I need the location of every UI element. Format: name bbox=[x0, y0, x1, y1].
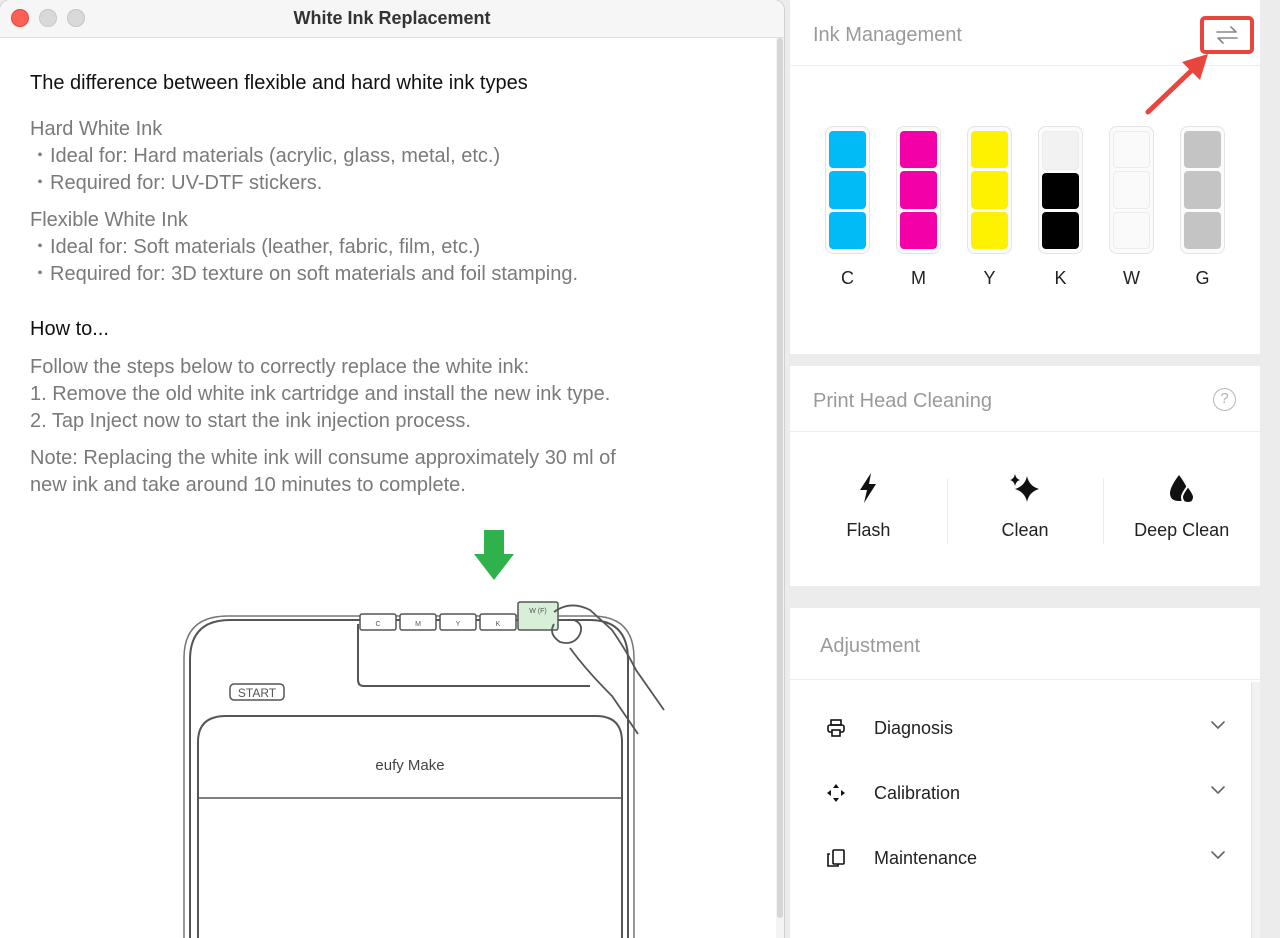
clean-label: Clean bbox=[1001, 520, 1049, 540]
ink-types-heading: The difference between flexible and hard white ink types bbox=[30, 72, 528, 94]
ink-level-indicator bbox=[1109, 126, 1154, 254]
ink-tank-label: M bbox=[911, 268, 926, 288]
ink-segment bbox=[1042, 131, 1079, 170]
cartridge-label-w: W (F) bbox=[529, 608, 547, 615]
ink-level-indicator bbox=[896, 126, 941, 254]
printer-icon bbox=[826, 718, 846, 738]
ink-tank-label: K bbox=[1054, 268, 1067, 288]
cleaning-actions bbox=[790, 432, 1260, 586]
ink-segment bbox=[1042, 212, 1079, 249]
brand-label: eufy Make bbox=[375, 757, 445, 774]
hard-ink-title: Hard White Ink bbox=[30, 118, 163, 140]
annotation-arrow-icon bbox=[1140, 50, 1220, 120]
adjustment-title: Adjustment bbox=[820, 635, 921, 657]
ink-tank-w bbox=[1109, 126, 1154, 289]
cartridge-slots bbox=[360, 602, 558, 630]
note-line-2: new ink and take around 10 minutes to complete. bbox=[30, 474, 466, 496]
lightning-icon bbox=[856, 472, 880, 504]
ink-segment bbox=[1042, 173, 1079, 210]
howto-heading: How to... bbox=[30, 318, 109, 340]
ink-tank-k bbox=[1038, 126, 1083, 289]
ink-segment bbox=[971, 171, 1008, 208]
diagnosis-row[interactable] bbox=[790, 708, 1260, 748]
step-1: 1. Remove the old white ink cartridge and install the new ink type. bbox=[30, 383, 611, 405]
ink-tank-label: W bbox=[1123, 268, 1140, 288]
deep-clean-button[interactable] bbox=[1103, 432, 1260, 586]
print-head-cleaning-title: Print Head Cleaning bbox=[813, 390, 992, 412]
dialog-titlebar bbox=[0, 0, 784, 38]
note-line-1: Note: Replacing the white ink will consume approximately 30 ml of bbox=[30, 447, 616, 469]
ink-segment bbox=[900, 131, 937, 168]
maintenance-row[interactable] bbox=[790, 838, 1260, 878]
chevron-down-icon[interactable] bbox=[1210, 785, 1226, 795]
ink-tank-g bbox=[1180, 126, 1225, 289]
cartridge-label-c: C bbox=[375, 621, 381, 628]
window-edge bbox=[1260, 0, 1280, 938]
hard-ink-line1: ・Ideal for: Hard materials (acrylic, glass, metal, etc.) bbox=[30, 145, 501, 167]
ink-segment bbox=[971, 131, 1008, 168]
ink-segment bbox=[1113, 212, 1150, 249]
diagnosis-label: Diagnosis bbox=[874, 718, 954, 738]
chevron-down-icon[interactable] bbox=[1210, 720, 1226, 730]
ink-drops-icon bbox=[1167, 472, 1197, 504]
ink-segment bbox=[829, 171, 866, 208]
cartridge-label-m: M bbox=[415, 621, 421, 628]
dialog-scrollbar[interactable] bbox=[776, 38, 784, 938]
copy-pages-icon bbox=[826, 848, 846, 868]
move-arrows-icon bbox=[826, 783, 846, 803]
dialog-content bbox=[30, 70, 730, 499]
ink-tank-m bbox=[896, 126, 941, 289]
ink-tank-y bbox=[967, 126, 1012, 289]
ink-tank-label: C bbox=[841, 268, 854, 288]
ink-level-indicator bbox=[967, 126, 1012, 254]
flexible-ink-line2: ・Required for: 3D texture on soft materials and foil stamping. bbox=[30, 263, 579, 285]
swap-ink-button[interactable] bbox=[1200, 16, 1254, 54]
flexible-ink-title: Flexible White Ink bbox=[30, 209, 188, 231]
adjustment-scrollbar[interactable] bbox=[1251, 682, 1260, 938]
ink-level-indicator bbox=[825, 126, 870, 254]
adjustment-panel bbox=[790, 608, 1260, 938]
ink-tanks bbox=[825, 126, 1225, 289]
ink-level-indicator bbox=[1038, 126, 1083, 254]
ink-segment bbox=[1113, 171, 1150, 208]
printer-illustration bbox=[150, 520, 710, 938]
ink-management-title: Ink Management bbox=[813, 24, 962, 46]
ink-segment bbox=[1113, 131, 1150, 168]
ink-segment bbox=[900, 171, 937, 208]
help-icon[interactable]: ? bbox=[1213, 388, 1236, 411]
cartridge-label-y: Y bbox=[455, 621, 461, 628]
step-2: 2. Tap Inject now to start the ink injection process. bbox=[30, 410, 471, 432]
adjustment-header bbox=[790, 608, 1260, 680]
insert-arrow-icon bbox=[474, 530, 514, 580]
swap-arrows-icon bbox=[1215, 26, 1239, 44]
dialog-scroll-thumb[interactable] bbox=[777, 38, 783, 918]
cartridge-label-k: K bbox=[495, 621, 501, 628]
chevron-down-icon[interactable] bbox=[1210, 850, 1226, 860]
hand-drawing bbox=[554, 605, 664, 710]
calibration-row[interactable] bbox=[790, 773, 1260, 813]
flash-label: Flash bbox=[846, 520, 891, 540]
dialog-title: White Ink Replacement bbox=[293, 8, 491, 28]
flash-button[interactable] bbox=[790, 432, 947, 586]
ink-tank-label: G bbox=[1195, 268, 1210, 288]
ink-segment bbox=[1184, 131, 1221, 168]
ink-segment bbox=[1184, 212, 1221, 249]
flexible-ink-line1: ・Ideal for: Soft materials (leather, fabric, film, etc.) bbox=[30, 236, 481, 258]
ink-level-indicator bbox=[1180, 126, 1225, 254]
clean-button[interactable] bbox=[947, 432, 1104, 586]
ink-segment bbox=[829, 131, 866, 168]
calibration-label: Calibration bbox=[874, 783, 961, 803]
ink-segment bbox=[971, 212, 1008, 249]
sparkles-icon bbox=[1007, 472, 1043, 506]
ink-tank-label: Y bbox=[983, 268, 996, 288]
ink-segment bbox=[829, 212, 866, 249]
ink-segment bbox=[1184, 171, 1221, 208]
print-head-cleaning-panel bbox=[790, 366, 1260, 586]
hard-ink-line2: ・Required for: UV-DTF stickers. bbox=[30, 172, 323, 194]
steps-intro: Follow the steps below to correctly replace the white ink: bbox=[30, 356, 530, 378]
ink-tank-c bbox=[825, 126, 870, 289]
ink-segment bbox=[900, 212, 937, 249]
print-head-cleaning-header bbox=[790, 366, 1260, 432]
start-label: START bbox=[237, 686, 277, 700]
deep-clean-label: Deep Clean bbox=[1134, 520, 1230, 540]
maintenance-label: Maintenance bbox=[874, 848, 978, 868]
